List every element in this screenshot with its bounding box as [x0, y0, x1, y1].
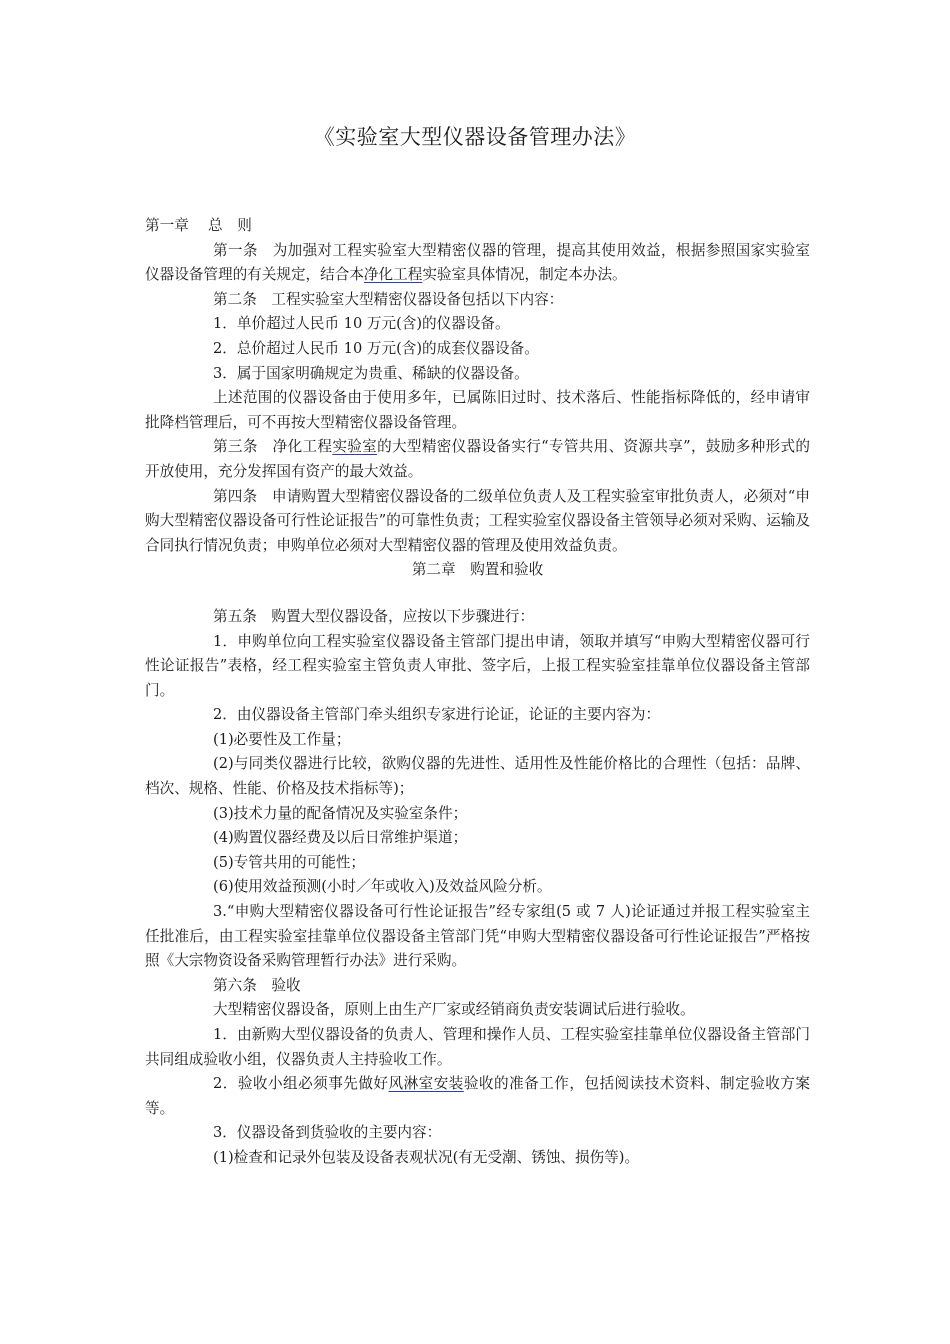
article-6: 第六条 验收 — [213, 976, 301, 994]
article-6-item-3: 3．仪器设备到货验收的主要内容： — [213, 1124, 442, 1142]
article-2-item-3: 3．属于国家明确规定为贵重、稀缺的仪器设备。 — [213, 364, 529, 382]
chapter-2-heading: 第二章 购置和验收 — [411, 561, 544, 579]
article-1-text: 第一条 为加强对工程实验室大型精密仪器的管理，提高其使用效益，根据参照国家实验室仪器设备管理的有关规定，结合本 — [145, 241, 810, 284]
article-6-item-2-text-end: 验收的准备工作，包括阅读技术资料、制定验收方案等。 — [145, 1075, 810, 1117]
article-6-item-2 — [145, 1072, 810, 1121]
article-1-text-end: 实验室具体情况，制定本办法。 — [422, 266, 627, 284]
article-1 — [145, 239, 810, 288]
article-2-note: 上述范围的仪器设备由于使用多年，已属陈旧过时、技术落后、性能指标降低的，经申请审批降档管理后，可不再按大型精密仪器设备管理。 — [145, 389, 810, 431]
link-shiyanshi[interactable]: 实验室 — [332, 438, 378, 456]
article-5-item-2: 2．由仪器设备主管部门牵头组织专家进行论证，论证的主要内容为： — [213, 706, 661, 724]
document-title: 《实验室大型仪器设备管理办法》 — [313, 125, 637, 149]
link-jinghua-gongcheng[interactable]: 净化工程 — [363, 266, 423, 284]
article-3-text: 第三条 净化工程 — [213, 438, 333, 456]
article-5-item-2-2: (2)与同类仪器进行比较，欲购仪器的先进性、适用性及性能价格比的合理性（包括：品牌、档次、规格、性能、价格及技术指标等)； — [145, 755, 810, 798]
article-5-item-2-3: (3)技术力量的配备情况及实验室条件； — [213, 804, 468, 822]
link-fenglinshi-anzhuang[interactable]: 风淋室安装 — [388, 1075, 464, 1093]
article-2-item-2: 2．总价超过人民币 10 万元(含)的成套仪器设备。 — [213, 339, 539, 357]
article-4: 第四条 申请购置大型精密仪器设备的二级单位负责人及工程实验室审批负责人，必须对“申购大型精密仪器设备可行性论证报告”的可靠性负责；工程实验室仪器设备主管领导必须对采购、运输及合同执行情况负责；申购单位必须对大型精密仪器的管理及使用效益负责。 — [145, 487, 810, 554]
document-body — [145, 214, 810, 1171]
article-3 — [145, 435, 810, 484]
article-5: 第五条 购置大型仪器设备，应按以下步骤进行： — [213, 607, 535, 625]
article-5-item-2-6: (6)使用效益预测(小时／年或收入)及效益风险分析。 — [213, 878, 552, 896]
article-5-item-2-5: (5)专管共用的可能性； — [213, 853, 366, 871]
article-5-item-2-1: (1)必要性及工作量； — [213, 730, 351, 748]
article-5-item-1: 1．申购单位向工程实验室仪器设备主管部门提出申请，领取并填写“申购大型精密仪器可行性论证报告”表格，经工程实验室主管负责人审批、签字后，上报工程实验室挂靠单位仪器设备主管部门。 — [145, 632, 810, 699]
article-6-intro: 大型精密仪器设备，原则上由生产厂家或经销商负责安装调试后进行验收。 — [213, 1001, 695, 1019]
chapter-1-heading: 第一章 总 则 — [145, 217, 252, 234]
article-3-text-end: 的大型精密仪器设备实行“专管共用、资源共享”，鼓励多种形式的开放使用，充分发挥国有资产的最大效益。 — [145, 438, 810, 480]
article-2-item-1: 1．单价超过人民币 10 万元(含)的仪器设备。 — [213, 315, 510, 333]
article-2: 第二条 工程实验室大型精密仪器设备包括以下内容： — [213, 290, 564, 308]
article-6-item-1: 1．由新购大型仪器设备的负责人、管理和操作人员、工程实验室挂靠单位仪器设备主管部门共同组成验收小组，仪器负责人主持验收工作。 — [145, 1026, 810, 1068]
article-6-item-2-text: 2．验收小组必须事先做好 — [213, 1075, 389, 1093]
article-6-item-3-1: (1)检查和记录外包装及设备表观状况(有无受潮、锈蚀、损伤等)。 — [213, 1148, 640, 1166]
article-5-item-3: 3.“申购大型精密仪器设备可行性论证报告”经专家组(5 或 7 人)论证通过并报工程实验室主任批准后，由工程实验室挂靠单位仪器设备主管部门凭“申购大型精密仪器设备可行性论证报告”严格按照《大宗物资设备采购管理暂行办法》进行采购。 — [145, 903, 810, 970]
article-5-item-2-4: (4)购置仪器经费及以后日常维护渠道； — [213, 829, 468, 847]
